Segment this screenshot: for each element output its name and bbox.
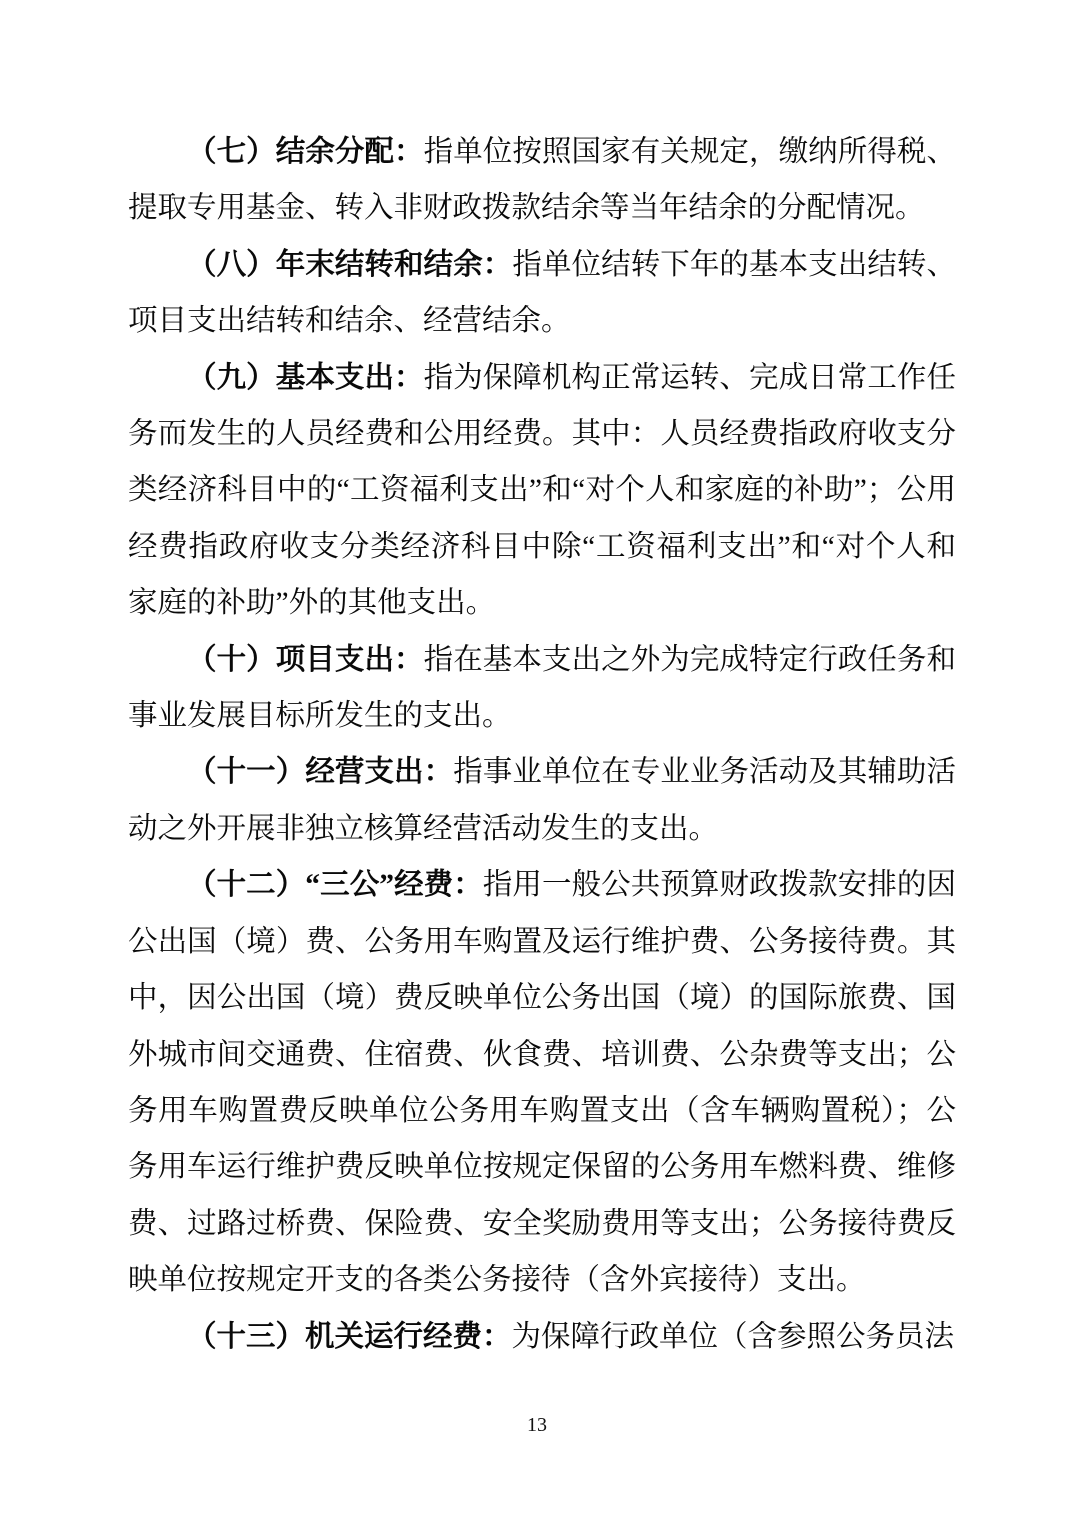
definition-body: 指用一般公共预算财政拨款安排的因公出国（境）费、公务用车购置及运行维护费、公务接待费。其中，因公出国（境）费反映单位公务出国（境）的国际旅费、国外城市间交通费、住宿费、伙食费、培训费、公杂费等支出；公务用车购置费反映单位公务用车购置支出（含车辆购置税）；公务用车运行维护费反映单位按规定保留的公务用车燃料费、维修费、过路过桥费、保险费、安全奖励费用等支出；公务接待费反映单位按规定开支的各类公务接待（含外宾接待）支出。 [128,869,956,1297]
definition-paragraph-10 [128,632,956,745]
definition-paragraph-7 [128,124,956,237]
definition-paragraph-9 [128,350,956,632]
definition-body: 指单位结转下年的基本支出结转、项目支出结转和结余、经营结余。 [128,248,956,338]
page-number: 13 [527,1414,547,1436]
definition-term: （十三）机关运行经费： [187,1320,512,1353]
definition-paragraph-12 [128,857,956,1308]
definition-term: （十）项目支出： [187,643,424,676]
definition-term: （八）年末结转和结余： [187,248,513,281]
definition-body: 指单位按照国家有关规定，缴纳所得税、提取专用基金、转入非财政拨款结余等当年结余的分配情况。 [128,136,956,225]
definition-body: 指为保障机构正常运转、完成日常工作任务而发生的人员经费和公用经费。其中：人员经费指政府收支分类经济科目中的“工资福利支出”和“对个人和家庭的补助”；公用经费指政府收支分类经济科目中除“工资福利支出”和“对个人和家庭的补助”外的其他支出。 [128,361,956,620]
definition-term: （十二）“三公”经费： [187,869,483,902]
definition-body: 为保障行政单位（含参照公务员法 [511,1320,955,1353]
definition-term: （十一）经营支出： [187,756,454,789]
definition-term: （九）基本支出： [187,361,424,394]
definition-paragraph-8 [128,237,956,350]
definition-body: 指事业单位在专业业务活动及其辅助活动之外开展非独立核算经营活动发生的支出。 [128,756,956,845]
definition-paragraph-13 [128,1309,956,1365]
document-body [128,124,956,1365]
definition-body: 指在基本支出之外为完成特定行政任务和事业发展目标所发生的支出。 [128,643,956,733]
definition-term: （七）结余分配： [187,136,424,168]
definition-paragraph-11 [128,744,956,857]
